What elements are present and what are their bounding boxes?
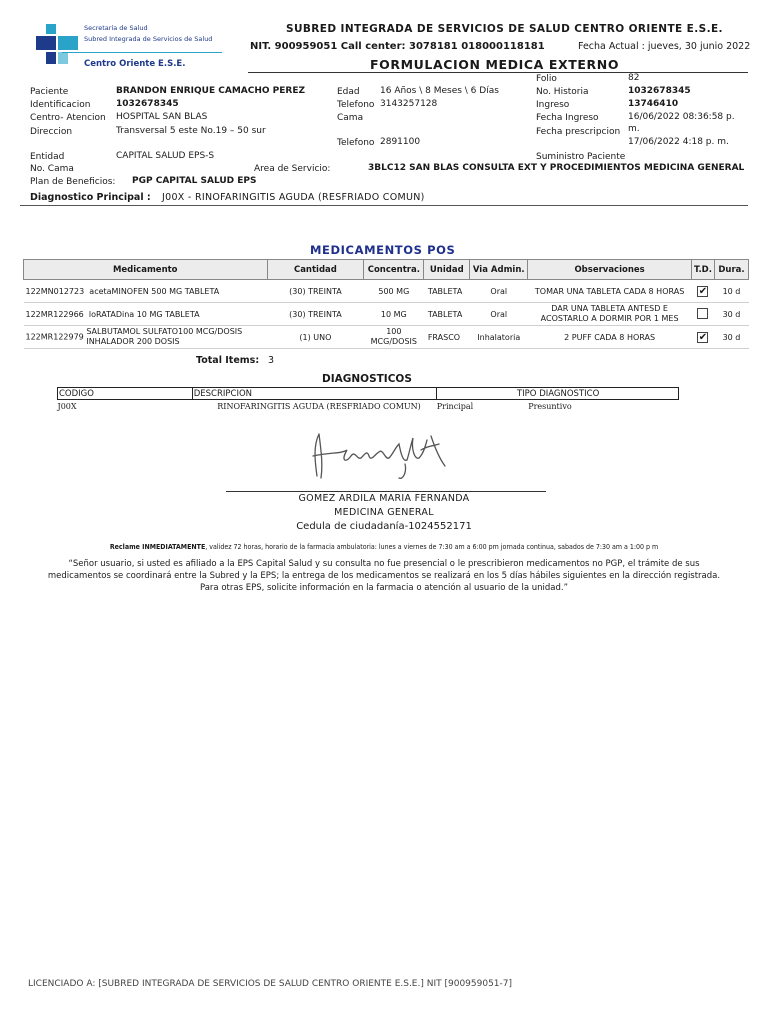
- med-unit: TABLETA: [424, 280, 470, 303]
- diag-code: J00X: [57, 402, 77, 412]
- col-medicamento: Medicamento: [24, 260, 268, 280]
- med-quantity: (30) TREINTA: [267, 280, 364, 303]
- supply-label: Suministro Paciente: [536, 152, 626, 162]
- col-td: T.D.: [691, 260, 714, 280]
- med-duration: 30 d: [714, 326, 748, 349]
- med-code: 122MR122979: [25, 332, 84, 342]
- med-duration: 10 d: [714, 280, 748, 303]
- med-name: SALBUTAMOL SULFATO100 MCG/DOSIS: [86, 327, 243, 336]
- med-concentration: 10 MG: [364, 303, 424, 326]
- history-number: 1032678345: [628, 86, 691, 96]
- title-underline: [248, 72, 748, 73]
- bed2-label: Cama: [337, 113, 364, 123]
- nit-callcenter: NIT. 900959051 Call center: 3078181 018000118181: [250, 41, 545, 52]
- claim-notice-bold: Reclame INMEDIATAMENTE: [109, 543, 206, 551]
- entity-label: Entidad: [30, 152, 65, 162]
- med-duration: 30 d: [714, 303, 748, 326]
- med-unit: TABLETA: [424, 303, 470, 326]
- diag-description: RINOFARINGITIS AGUDA (RESFRIADO COMUN): [217, 402, 421, 412]
- phone2: 2891100: [380, 137, 421, 147]
- col-via: Via Admin.: [470, 260, 528, 280]
- table-row: [58, 400, 679, 414]
- doctor-id: Cedula de ciudadanía-1024552171: [296, 521, 472, 532]
- benefit-plan: PGP CAPITAL SALUD EPS: [132, 176, 257, 186]
- phone: 3143257128: [380, 99, 438, 109]
- patient-id: 1032678345: [116, 99, 179, 109]
- patient-name: BRANDON ENRIQUE CAMACHO PEREZ: [116, 86, 306, 96]
- med-code: 122MR122966: [25, 309, 84, 319]
- med-observations: TOMAR UNA TABLETA CADA 8 HORAS: [528, 280, 692, 303]
- admission-date-label: Fecha Ingreso: [536, 113, 599, 123]
- service-area-label: Area de Servicio:: [254, 164, 331, 174]
- med-concentration: 500 MG: [364, 280, 424, 303]
- med-name-cont: INHALADOR 200 DOSIS: [86, 337, 180, 346]
- med-name: acetaMINOFEN 500 MG TABLETA: [89, 286, 220, 296]
- diag-status: Presuntivo: [528, 402, 572, 412]
- med-name: loRATADina 10 MG TABLETA: [88, 309, 200, 319]
- td-checkbox[interactable]: ✔: [698, 285, 708, 297]
- medications-table: [23, 259, 749, 349]
- td-checkbox[interactable]: ✔: [698, 331, 708, 343]
- folio: 82: [628, 73, 640, 83]
- eps-notice-2: medicamentos se coordinará entre la Subred y la EPS; la entrega de los medicamentos se realizará en los 5 días hábiles siguientes en la dirección registrada.: [47, 571, 721, 581]
- prescription-date: 17/06/2022 4:18 p. m.: [628, 137, 729, 147]
- table-row: [24, 303, 749, 326]
- med-concentration: 100: [386, 327, 402, 336]
- bed-label: No. Cama: [30, 164, 74, 174]
- institution-logo: [32, 22, 222, 72]
- medications-title: MEDICAMENTOS POS: [310, 243, 456, 257]
- logo-line1: Secretaría de Salud: [84, 24, 148, 32]
- center-label: Centro- Atencion: [30, 113, 106, 123]
- admission-number: 13746410: [628, 99, 679, 109]
- col-descripcion: DESCRIPCION: [192, 388, 437, 400]
- total-items: 3: [268, 355, 275, 366]
- td-checkbox[interactable]: [697, 308, 708, 319]
- med-quantity: (30) TREINTA: [267, 303, 364, 326]
- main-diagnosis: J00X - RINOFARINGITIS AGUDA (RESFRIADO COMUN): [162, 192, 425, 203]
- med-route: Oral: [470, 280, 528, 303]
- admission-date-cont: m.: [628, 124, 640, 134]
- diagnoses-header-row: [58, 388, 679, 400]
- col-concentracion: Concentra.: [364, 260, 424, 280]
- address: Transversal 5 este No.19 – 50 sur: [116, 126, 266, 136]
- med-code: 122MN012723: [25, 286, 85, 296]
- license-footer: LICENCIADO A: [SUBRED INTEGRADA DE SERVICIOS DE SALUD CENTRO ORIENTE E.S.E.] NIT [900959051-7]: [28, 979, 513, 989]
- logo-divider: [62, 52, 222, 53]
- service-area: 3BLC12 SAN BLAS CONSULTA EXT Y PROCEDIMIENTOS MEDICINA GENERAL: [368, 163, 745, 173]
- eps-notice-1: “Señor usuario, si usted es afiliado a la EPS Capital Salud y su consulta no fue presencial o le prescribieron medicamentos no PGP, el trámite de sus: [68, 559, 700, 569]
- logo-line3: Centro Oriente E.S.E.: [84, 59, 186, 69]
- med-concentration-unit: MCG/DOSIS: [370, 337, 417, 346]
- col-duracion: Dura.: [714, 260, 748, 280]
- med-route: Inhalatoria: [470, 326, 528, 349]
- diagnoses-title: DIAGNOSTICOS: [322, 373, 412, 385]
- eps-notice-3: Para otras EPS, solicite información en la farmacia o atención al usuario de la unidad.”: [199, 583, 568, 593]
- col-cantidad: Cantidad: [267, 260, 364, 280]
- folio-label: Folio: [536, 74, 557, 84]
- patient-label: Paciente: [30, 87, 69, 97]
- entity: CAPITAL SALUD EPS-S: [116, 151, 215, 161]
- care-center: HOSPITAL SAN BLAS: [116, 112, 208, 122]
- claim-notice: [20, 541, 748, 553]
- history-label: No. Historia: [536, 87, 589, 97]
- plan-label: Plan de Beneficios:: [30, 177, 116, 187]
- med-quantity: (1) UNO: [267, 326, 364, 349]
- phone2-label: Telefono: [337, 138, 375, 148]
- age-label: Edad: [337, 87, 360, 97]
- col-codigo: CODIGO: [58, 388, 193, 400]
- col-tipo: TIPO DIAGNOSTICO: [437, 388, 679, 400]
- diagnoses-table: [57, 387, 679, 414]
- logo-mark-icon: [32, 22, 82, 70]
- form-title: FORMULACION MEDICA EXTERNO: [370, 57, 620, 72]
- med-observations: 2 PUFF CADA 8 HORAS: [528, 326, 692, 349]
- main-diagnosis-label: Diagnostico Principal :: [30, 192, 151, 203]
- med-observations-cont: ACOSTARLO A DORMIR POR 1 MES: [540, 314, 679, 323]
- table-row: [24, 280, 749, 303]
- current-date: Fecha Actual : jueves, 30 junio 2022: [578, 41, 751, 52]
- table-row: [24, 326, 749, 349]
- id-label: Identificacion: [30, 100, 91, 110]
- logo-line2: Subred Integrada de Servicios de Salud: [84, 35, 213, 43]
- doctor-signature: [305, 424, 455, 484]
- prescription-date-label: Fecha prescripcion: [536, 127, 621, 137]
- signature-line: [226, 491, 546, 492]
- doctor-name: GOMEZ ARDILA MARIA FERNANDA: [298, 493, 470, 504]
- institution-title: SUBRED INTEGRADA DE SERVICIOS DE SALUD CENTRO ORIENTE E.S.E.: [286, 23, 723, 35]
- claim-notice-text: , validez 72 horas, horario de la farmacia ambulatoria: lunes a viernes de 7:30 am a 6:00 pm jornada continua, sabados de 7:30 am a 1:00 p m: [205, 543, 659, 551]
- medications-header-row: [24, 260, 749, 280]
- total-items-label: Total Items:: [196, 355, 260, 366]
- col-observaciones: Observaciones: [528, 260, 692, 280]
- address-label: Direccion: [30, 127, 73, 137]
- phone-label: Telefono: [337, 100, 375, 110]
- age: 16 Años \ 8 Meses \ 6 Días: [380, 86, 499, 96]
- col-unidad: Unidad: [424, 260, 470, 280]
- admission-label: Ingreso: [536, 100, 570, 110]
- diag-type: Principal: [436, 402, 474, 412]
- med-unit: FRASCO: [424, 326, 470, 349]
- section-divider: [20, 205, 748, 206]
- med-route: Oral: [470, 303, 528, 326]
- med-observations: DAR UNA TABLETA ANTESD E: [551, 304, 668, 313]
- doctor-specialty: MEDICINA GENERAL: [334, 507, 434, 518]
- admission-date: 16/06/2022 08:36:58 p.: [628, 112, 735, 122]
